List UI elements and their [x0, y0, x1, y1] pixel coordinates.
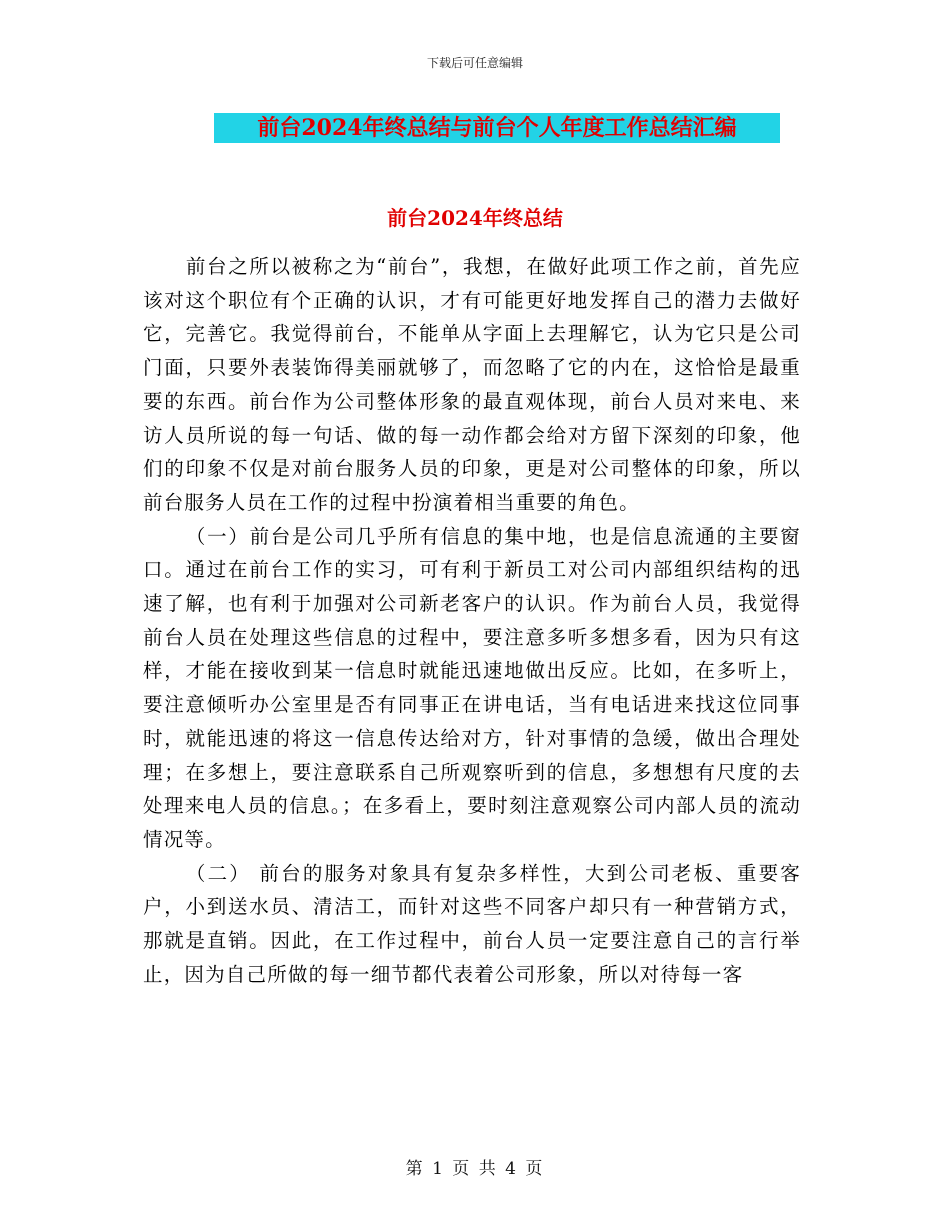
document-body — [143, 250, 801, 991]
paragraph: 前台之所以被称之为“前台”，我想，在做好此项工作之前，首先应该对这个职位有个正确的认识，才有可能更好地发挥自己的潜力去做好它，完善它。我觉得前台，不能单从字面上去理解它，认为它只是公司门面，只要外表装饰得美丽就够了，而忽略了它的内在，这恰恰是最重要的东西。前台作为公司整体形象的最直观体现，前台人员对来电、来访人员所说的每一句话、做的每一动作都会给对方留下深刻的印象，他们的印象不仅是对前台服务人员的印象，更是对公司整体的印象，所以前台服务人员在工作的过程中扮演着相当重要的角色。 — [143, 255, 801, 514]
page-footer: 第 1 页 共 4 页 — [405, 1159, 545, 1179]
paragraph: （一）前台是公司几乎所有信息的集中地，也是信息流通的主要窗口。通过在前台工作的实习，可有利于新员工对公司内部组织结构的迅速了解，也有利于加强对公司新老客户的认识。作为前台人员，我觉得前台人员在处理这些信息的过程中，要注意多听多想多看，因为只有这样，才能在接收到某一信息时就能迅速地做出反应。比如，在多听上，要注意倾听办公室里是否有同事正在讲电话，当有电话进来找这位同事时，就能迅速的将这一信息传达给对方，针对事情的急缓，做出合理处理；在多想上，要注意联系自己所观察听到的信息，多想想有尺度的去处理来电人员的信息。；在多看上，要时刻注意观察公司内部人员的流动情况等。 — [143, 524, 801, 851]
header-note: 下载后可任意编辑 — [426, 56, 523, 70]
paragraph: （二） 前台的服务对象具有复杂多样性，大到公司老板、重要客户，小到送水员、清洁工，而针对这些不同客户却只有一种营销方式，那就是直销。因此，在工作过程中，前台人员一定要注意自己的言行举止，因为自己所做的每一细节都代表着公司形象，所以对待每一客 — [143, 861, 801, 986]
document-title: 前台2024年终总结与前台个人年度工作总结汇编 — [214, 113, 780, 143]
section-title: 前台2024年终总结 — [387, 206, 563, 230]
